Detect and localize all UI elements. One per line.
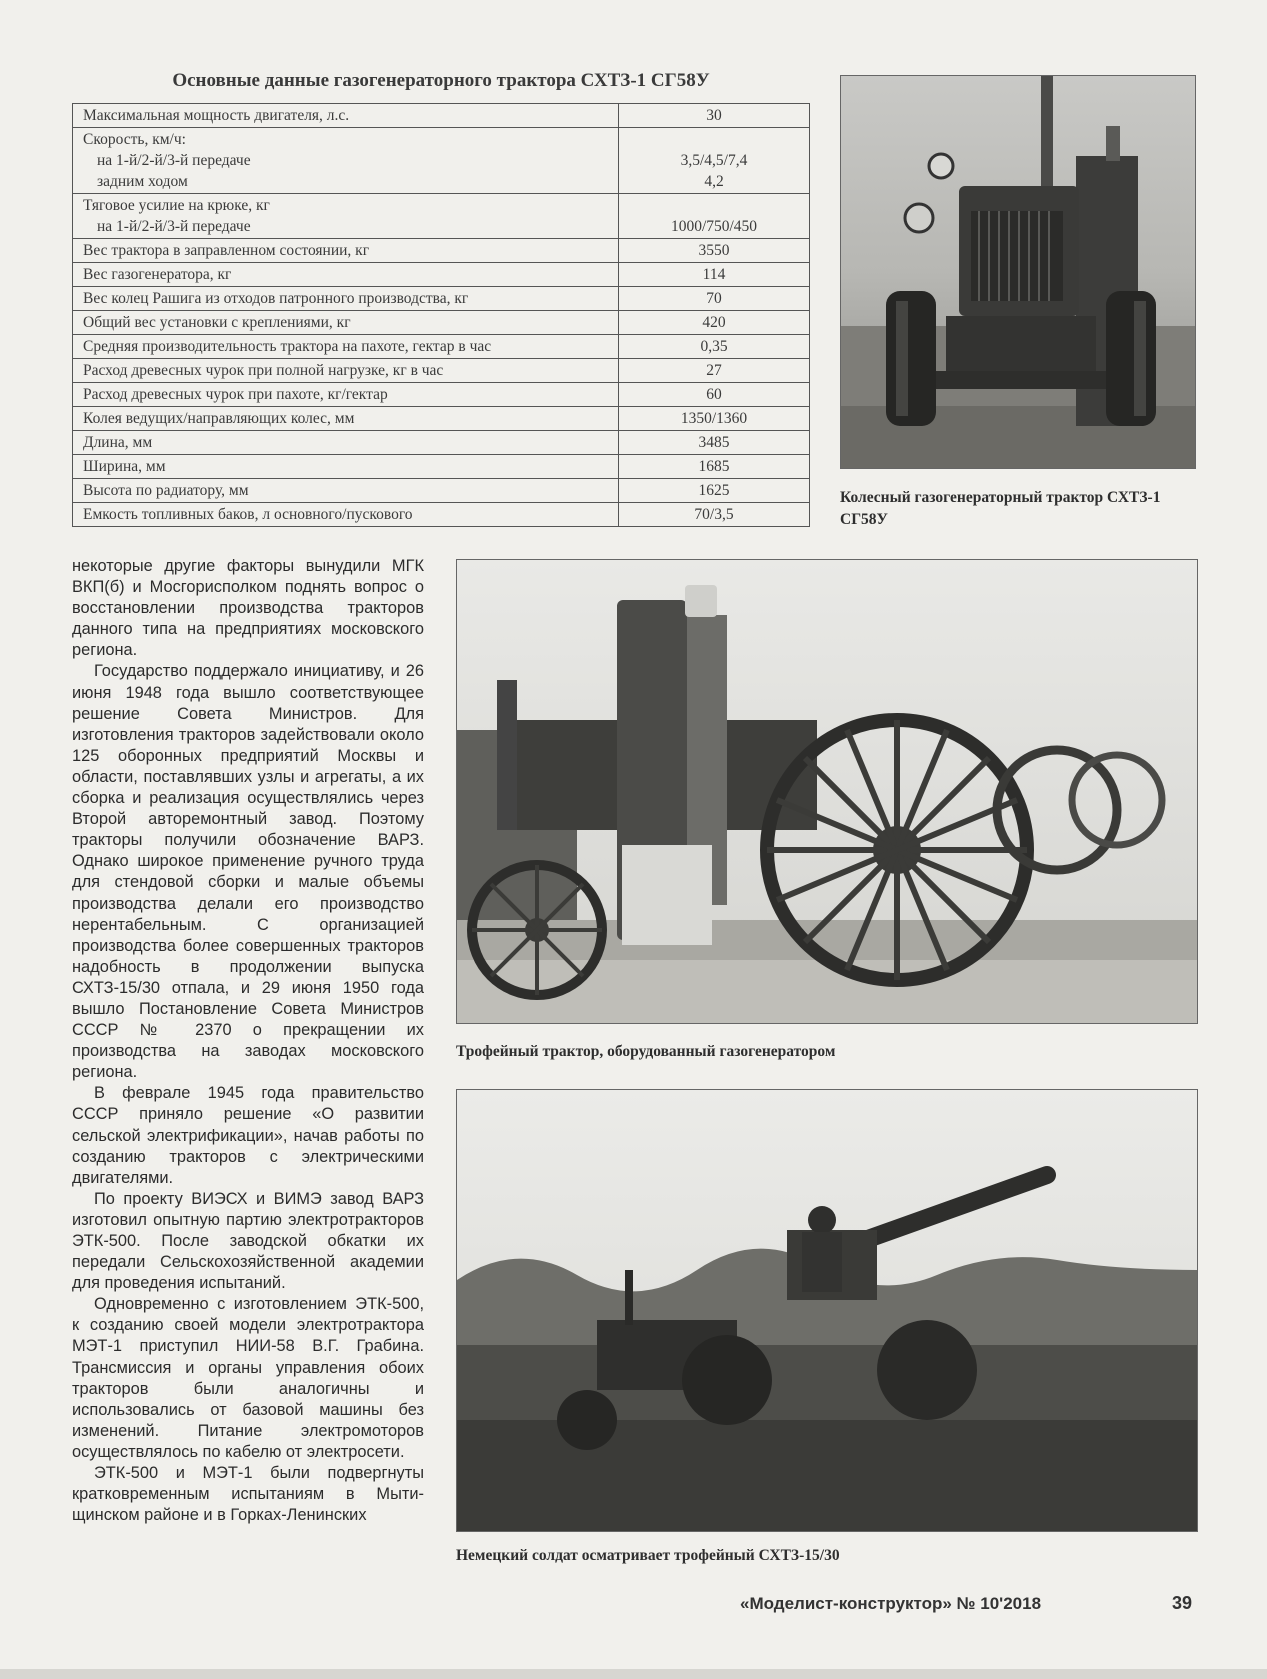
row-sublabel: на 1-й/2-й/3-й передаче [97,218,251,235]
row-label: Емкость топливных баков, л основного/пускового [73,503,619,527]
table-row [73,479,810,503]
table-row [73,431,810,455]
spec-table [72,103,810,527]
photo-tractor-front [840,75,1196,469]
table-row [73,128,810,194]
row-label: Вес колец Рашига из отходов патронного производства, кг [73,287,619,311]
table-title: Основные данные газогенераторного трактора СХТЗ-1 СГ58У [172,70,710,91]
row-label-group [73,128,619,194]
row-value: 27 [619,359,810,383]
table-row [73,455,810,479]
caption-photo3: Немецкий солдат осматривает трофейный СХТЗ-15/30 [456,1547,840,1564]
caption-photo1: Колесный газогенераторный трактор СХТЗ-1 СГ58У [840,489,1161,528]
row-value-group [619,128,810,194]
row-value: 1685 [619,455,810,479]
tractor-front-image [841,76,1195,468]
row-value: 4,2 [704,173,724,190]
row-label: Колея ведущих/направляющих колес, мм [73,407,619,431]
photo-trophy-tractor [456,559,1198,1024]
table-row [73,263,810,287]
table-row [73,104,810,128]
row-label: Расход древесных чурок при полной нагрузке, кг в час [73,359,619,383]
row-label: Вес трактора в заправленном состоянии, кг [73,239,619,263]
paragraph: ЭТК-500 и МЭТ-1 были подвергнуты кратковременным испытаниям в Мытищинском районе и в Горках-Ленинских [72,1464,424,1525]
row-value: 30 [619,104,810,128]
row-label: Максимальная мощность двигателя, л.с. [73,104,619,128]
table-row [73,194,810,239]
row-value: 3550 [619,239,810,263]
table-row [73,239,810,263]
row-label: Средняя производительность трактора на пахоте, гектар в час [73,335,619,359]
paragraph: В феврале 1945 года правительство СССР приняло решение «О развитии сельской электрификации», начав работы по созданию тракторов с электрическими двигателями. [72,1084,424,1187]
row-sublabel: на 1-й/2-й/3-й передаче [97,152,251,169]
row-label: Тяговое усилие на крюке, кг [83,197,270,214]
row-label: Скорость, км/ч: [83,131,186,148]
row-value: 60 [619,383,810,407]
row-label: Вес газогенератора, кг [73,263,619,287]
row-value: 1625 [619,479,810,503]
page-edge [0,1669,1267,1679]
page-number: 39 [1172,1593,1193,1613]
paragraph: Государство поддержало инициативу, и 26 июня 1948 года вышло соответствующее решение Совета Министров. Для изготовления тракторов задействовали около 125 оборонных предприятий Москвы и области, поставлявших узлы и агрегаты, а их сборка и реализация осуществлялись через Второй авторемонтный завод. Поэтому тракторы получили обозначение ВАРЗ. Однако широкое применение ручного труда для стендовой сборки и малые объемы производства делали его производство нерентабельным. С организацией производства более совершенных тракторов надобность в продолжении выпуска СХТЗ-15/30 отпала, и 29 июня 1950 года вышло Постановление Совета Министров СССР № 2370 о прекращении их производства на заводах московского региона. [72,662,424,1082]
table-row [73,335,810,359]
row-value: 114 [619,263,810,287]
row-value: 1000/750/450 [619,194,810,239]
table-row [73,287,810,311]
trophy-tractor-image [457,560,1197,1023]
table-row [73,383,810,407]
paragraph: некоторые другие факторы вынудили МГК ВКП(б) и Мосгорисполком поднять вопрос о восстановлении производства тракторов данного типа на предприятиях московского региона. [72,557,424,660]
row-value: 3,5/4,5/7,4 [680,152,748,169]
row-label: Расход древесных чурок при пахоте, кг/гектар [73,383,619,407]
row-label: Общий вес установки с креплениями, кг [73,311,619,335]
row-label: Ширина, мм [73,455,619,479]
row-value: 70/3,5 [619,503,810,527]
row-label: Длина, мм [73,431,619,455]
footer-magazine: «Моделист-конструктор» № 10'2018 [740,1594,1042,1613]
soldier-tractor-image [457,1090,1197,1531]
table-row [73,503,810,527]
row-sublabel: задним ходом [97,173,188,190]
row-value: 70 [619,287,810,311]
table-row [73,359,810,383]
caption-photo2: Трофейный трактор, оборудованный газогенератором [456,1043,836,1060]
paragraph: По проекту ВИЭСХ и ВИМЭ завод ВАРЗ изготовил опытную партию электротракторов ЭТК-500. После заводской обкатки их передали Сельскохозяйственной академии для проведения испытаний. [72,1189,424,1293]
row-value: 1350/1360 [619,407,810,431]
paragraph: Одновременно с изготовлением ЭТК-500, к созданию своей модели электротрактора МЭТ-1 приступил НИИ-58 В.Г. Грабина. Трансмиссия и органы управления обоих тракторов были аналогичны и использовались от базовой машины без изменений. Питание электромоторов осуществлялось по кабелю от электросети. [72,1295,424,1461]
table-row [73,407,810,431]
row-value: 0,35 [619,335,810,359]
table-row [73,311,810,335]
photo-soldier-tractor [456,1089,1198,1532]
article-body [72,556,424,1526]
row-value: 3485 [619,431,810,455]
row-label: Высота по радиатору, мм [73,479,619,503]
row-value: 420 [619,311,810,335]
row-label-group [73,194,619,239]
